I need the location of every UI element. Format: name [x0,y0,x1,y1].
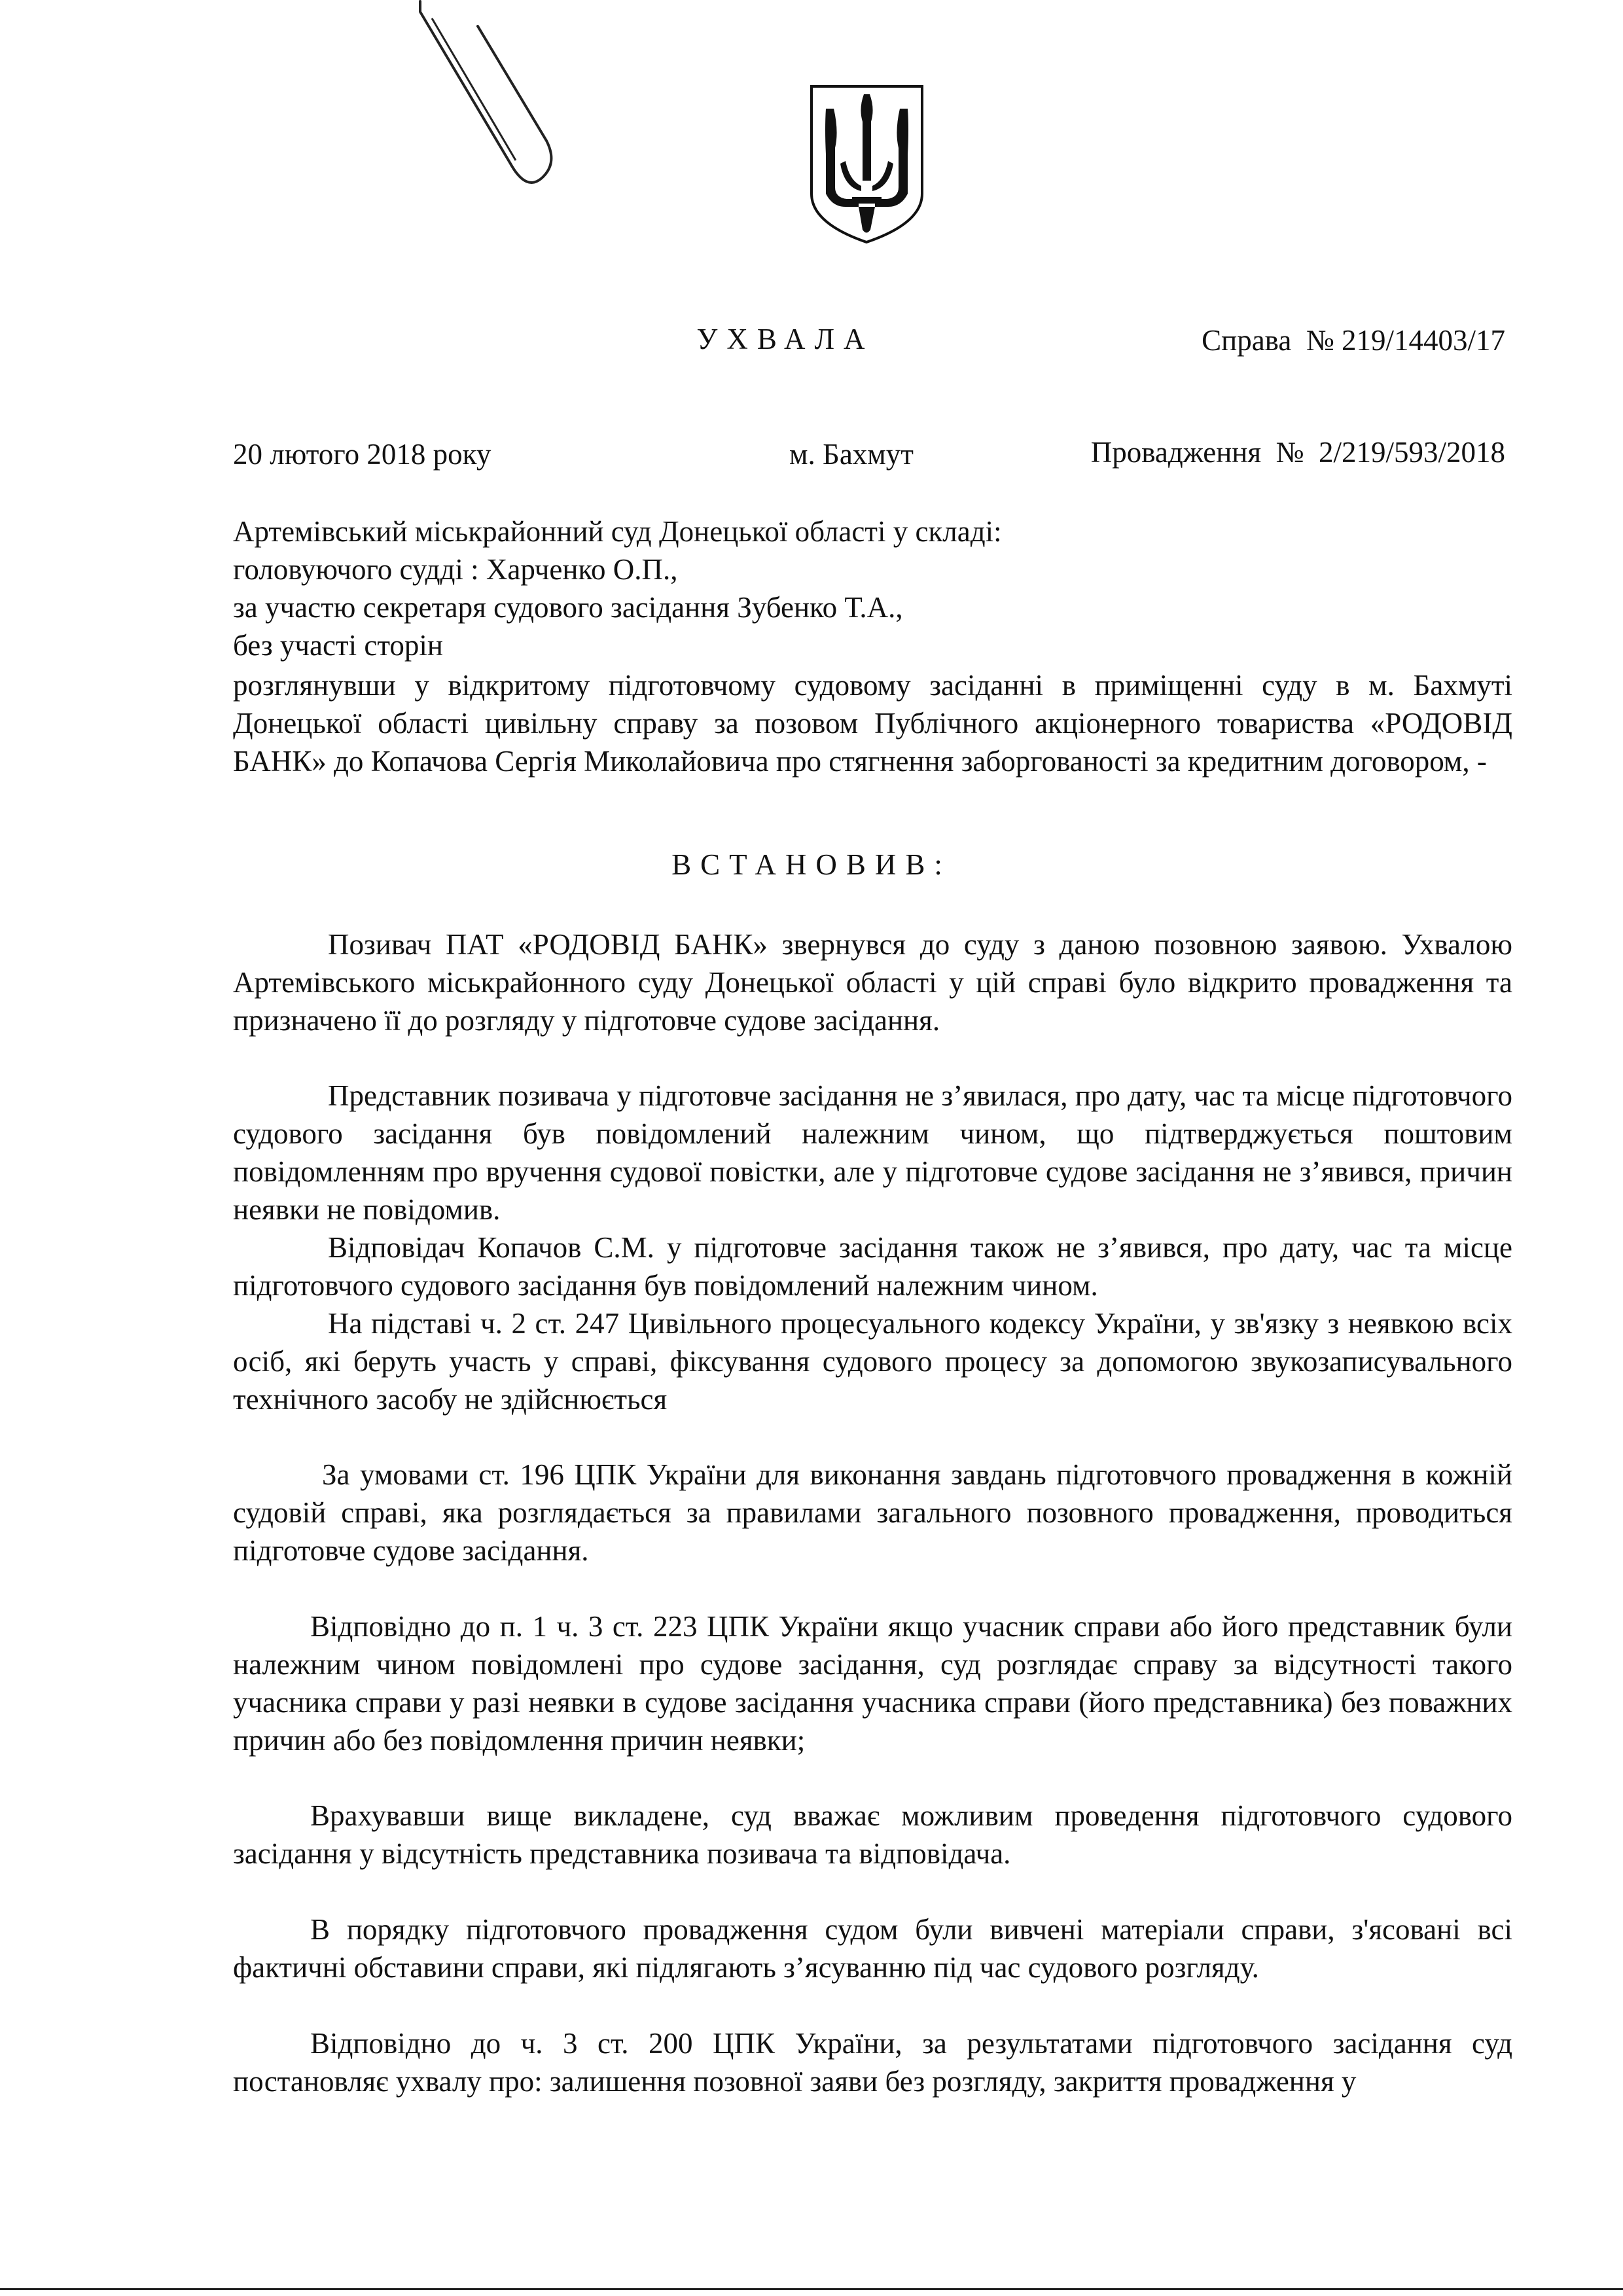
document-title: УХВАЛА [696,323,874,355]
body-paragraph: Представник позивача у підготовче засідання не з’явилася, про дату, час та місце підготовчого судового засідання був повідомлений належним чином, що підтверджується поштовим повідомленням про вручення судової повістки, але у підготовче судове засідання не з’явився, причин неявки не повідомив. [233,1079,1512,1226]
body-paragraph: Врахувавши вище викладене, суд вважає можливим проведення підготовчого судового засідання у відсутність представника позивача та відповідача. [233,1799,1512,1870]
court-line: Артемівський міськрайонний суд Донецької області у складі: [233,515,1002,548]
case-number-block [1091,247,1505,509]
document-date: 20 лютого 2018 року [233,438,491,471]
page-edge-rule [0,2288,1623,2290]
body-paragraph: В порядку підготовчого провадження судом були вивчені матеріали справи, з'ясовані всі фактичні обставини справи, які підлягають з’ясуванню під час судового розгляду. [233,1913,1512,1984]
body-paragraph: Відповідно до ч. 3 ст. 200 ЦПК України, за результатами підготовчого засідання суд постановляє ухвалу про: залишення позовної заяви без розгляду, закриття провадження у [233,2027,1512,2098]
body-paragraph: Відповідно до п. 1 ч. 3 ст. 223 ЦПК України якщо учасник справи або його представник були належним чином повідомлені про судове засідання, суд розглядає справу за відсутності такого учасника справи у разі неявки в судове засідання учасника справи (його представника) без поважних причин або без повідомлення причин неявки; [233,1610,1512,1757]
section-title: ВСТАНОВИВ: [671,848,952,881]
intro-paragraph: розглянувши у відкритому підготовчому судовому засіданні в приміщенні суду в м. Бахмуті Донецької області цивільну справу за позовом Публічного акціонерного товариства «РОДОВІД БАНК» до Копачова Сергія Миколайовича про стягнення заборгованості за кредитним договором, - [233,669,1512,778]
body-paragraph: Відповідач Копачов С.М. у підготовче засідання також не з’явився, про дату, час та місце підготовчого судового засідання був повідомлений належним чином. [233,1231,1512,1302]
body-paragraph: Позивач ПАТ «РОДОВІД БАНК» звернувся до суду з даною позовною заявою. Ухвалою Артемівського міськрайонного суду Донецької області у цій справі було відкрито провадження та призначено її до розгляду у підготовче судове засідання. [233,928,1512,1037]
document-city: м. Бахмут [789,438,914,471]
body-paragraph: На підставі ч. 2 ст. 247 Цивільного процесуального кодексу України, у зв'язку з неявкою всіх осіб, які беруть участь у справі, фіксування судового процесу за допомогою звукозаписувального технічного засобу не здійснюється [233,1307,1512,1416]
proceeding-number: Провадження № 2/219/593/2018 [1090,436,1505,469]
court-line: за участю секретаря судового засідання Зубенко Т.А., [233,591,903,624]
paper-clip-icon [412,0,556,196]
court-line: без участі сторін [233,629,443,662]
body-paragraph: За умовами ст. 196 ЦПК України для виконання завдань підготовчого провадження в кожній судовій справі, яка розглядається за правилами загального позовного провадження, проводиться підготовче судове засідання. [233,1458,1512,1567]
court-line: головуючого судді : Харченко О.П., [233,553,678,586]
case-number: Справа № 219/14403/17 [1202,324,1505,357]
coat-of-arms-trident-icon [806,82,927,245]
